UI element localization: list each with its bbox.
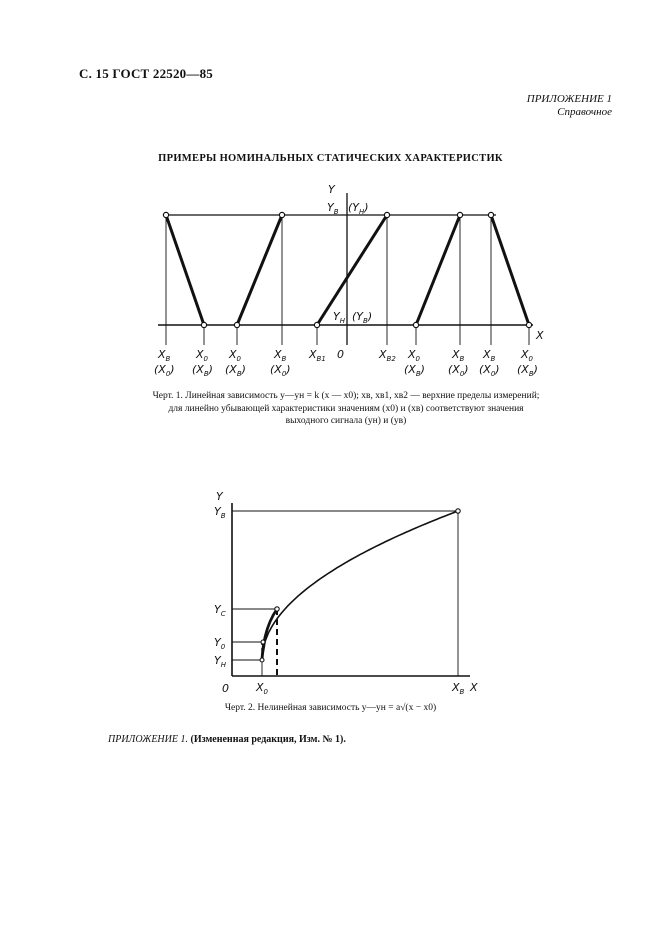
fig2-y-level-label: $Y_Н$ bbox=[214, 654, 226, 669]
footer-amendment: (Измененная редакция, Изм. № 1). bbox=[190, 734, 346, 745]
fig1-tick-label: $X_В$ bbox=[452, 348, 465, 363]
fig1-x-axis-label: X bbox=[536, 329, 544, 342]
page-header: С. 15 ГОСТ 22520—85 bbox=[79, 66, 213, 81]
fig1-tick-label: $X_{В1}$ bbox=[309, 348, 326, 363]
fig1-tick-label: $X_0$ bbox=[229, 348, 242, 363]
fig1-caption-line3: выходного сигнала (yн) и (yв) bbox=[285, 416, 407, 426]
figure-2-caption: Черт. 2. Нелинейная зависимость y—yн = a√(x − x0) bbox=[224, 703, 437, 713]
fig1-caption-line1: Черт. 1. Линейная зависимость y—yн = k (x — x0); xв, xв1, xв2 — верхние пределы измерений; bbox=[152, 391, 540, 401]
document-title: ПРИМЕРЫ НОМИНАЛЬНЫХ СТАТИЧЕСКИХ ХАРАКТЕРИСТИК bbox=[158, 153, 503, 164]
fig1-caption-line2: для линейно убывающей характеристики значениям (x0) и (xв) соответствуют значения bbox=[168, 403, 524, 414]
fig1-tick-alt-label: $(X_0)$ bbox=[448, 363, 469, 378]
fig2-points bbox=[260, 509, 460, 662]
fig1-tick-alt-label: $(X_В)$ bbox=[225, 363, 246, 378]
fig1-tick-alt-label: $(X_В)$ bbox=[404, 363, 425, 378]
svg-text:YВ: $Y_В$ bbox=[327, 201, 339, 216]
fig2-sqrt-curve bbox=[262, 511, 458, 660]
fig2-y-level-label: $Y_В$ bbox=[214, 505, 226, 520]
fig1-tick-label: $X_0$ bbox=[196, 348, 209, 363]
fig1-y-axis-label: Y bbox=[328, 183, 335, 196]
fig1-tick-label: $X_В$ bbox=[483, 348, 496, 363]
footer-appendix-ref: ПРИЛОЖЕНИЕ 1. bbox=[108, 734, 188, 745]
svg-text:YН: $Y_Н$ bbox=[333, 310, 345, 325]
fig1-tick-label: $X_0$ bbox=[521, 348, 534, 363]
appendix-subtitle: Справочное bbox=[557, 106, 612, 118]
fig2-x-level-label: $X_В$ bbox=[452, 681, 465, 696]
svg-text:(YВ): $(Y_В)$ bbox=[352, 310, 373, 325]
footer-note bbox=[108, 734, 346, 745]
fig1-tick-alt-label: $(X_0)$ bbox=[479, 363, 500, 378]
fig1-tick-label: $X_0$ bbox=[408, 348, 421, 363]
fig1-tick-alt-label: $(X_В)$ bbox=[517, 363, 538, 378]
fig2-curve-initial-segment bbox=[262, 609, 277, 660]
appendix-title: ПРИЛОЖЕНИЕ 1 bbox=[526, 93, 612, 105]
fig2-y-level-label: $Y_0$ bbox=[214, 636, 226, 651]
fig1-tick-alt-label: $(X_0)$ bbox=[270, 363, 291, 378]
fig2-x-level-label: $X_0$ bbox=[256, 681, 269, 696]
fig2-x-level-labels bbox=[255, 681, 465, 696]
fig1-tick-alt-label: $(X_В)$ bbox=[192, 363, 213, 378]
fig1-tick-label: $X_В$ bbox=[158, 348, 171, 363]
fig2-y-level-label: $Y_C$ bbox=[214, 603, 226, 618]
fig1-tick-label: $X_{В2}$ bbox=[379, 348, 396, 363]
fig2-y-axis-label: Y bbox=[216, 490, 223, 503]
fig2-origin-label: 0 bbox=[222, 682, 229, 695]
svg-text:(YН): $(Y_Н)$ bbox=[348, 201, 369, 216]
fig1-tick-alt-label: $(X_0)$ bbox=[154, 363, 175, 378]
fig1-origin-label: 0 bbox=[337, 348, 344, 361]
fig2-x-axis-label: X bbox=[470, 681, 478, 694]
fig1-tick-label: $X_В$ bbox=[274, 348, 287, 363]
fig2-y-level-labels bbox=[214, 505, 227, 669]
fig2-guides bbox=[232, 511, 458, 676]
